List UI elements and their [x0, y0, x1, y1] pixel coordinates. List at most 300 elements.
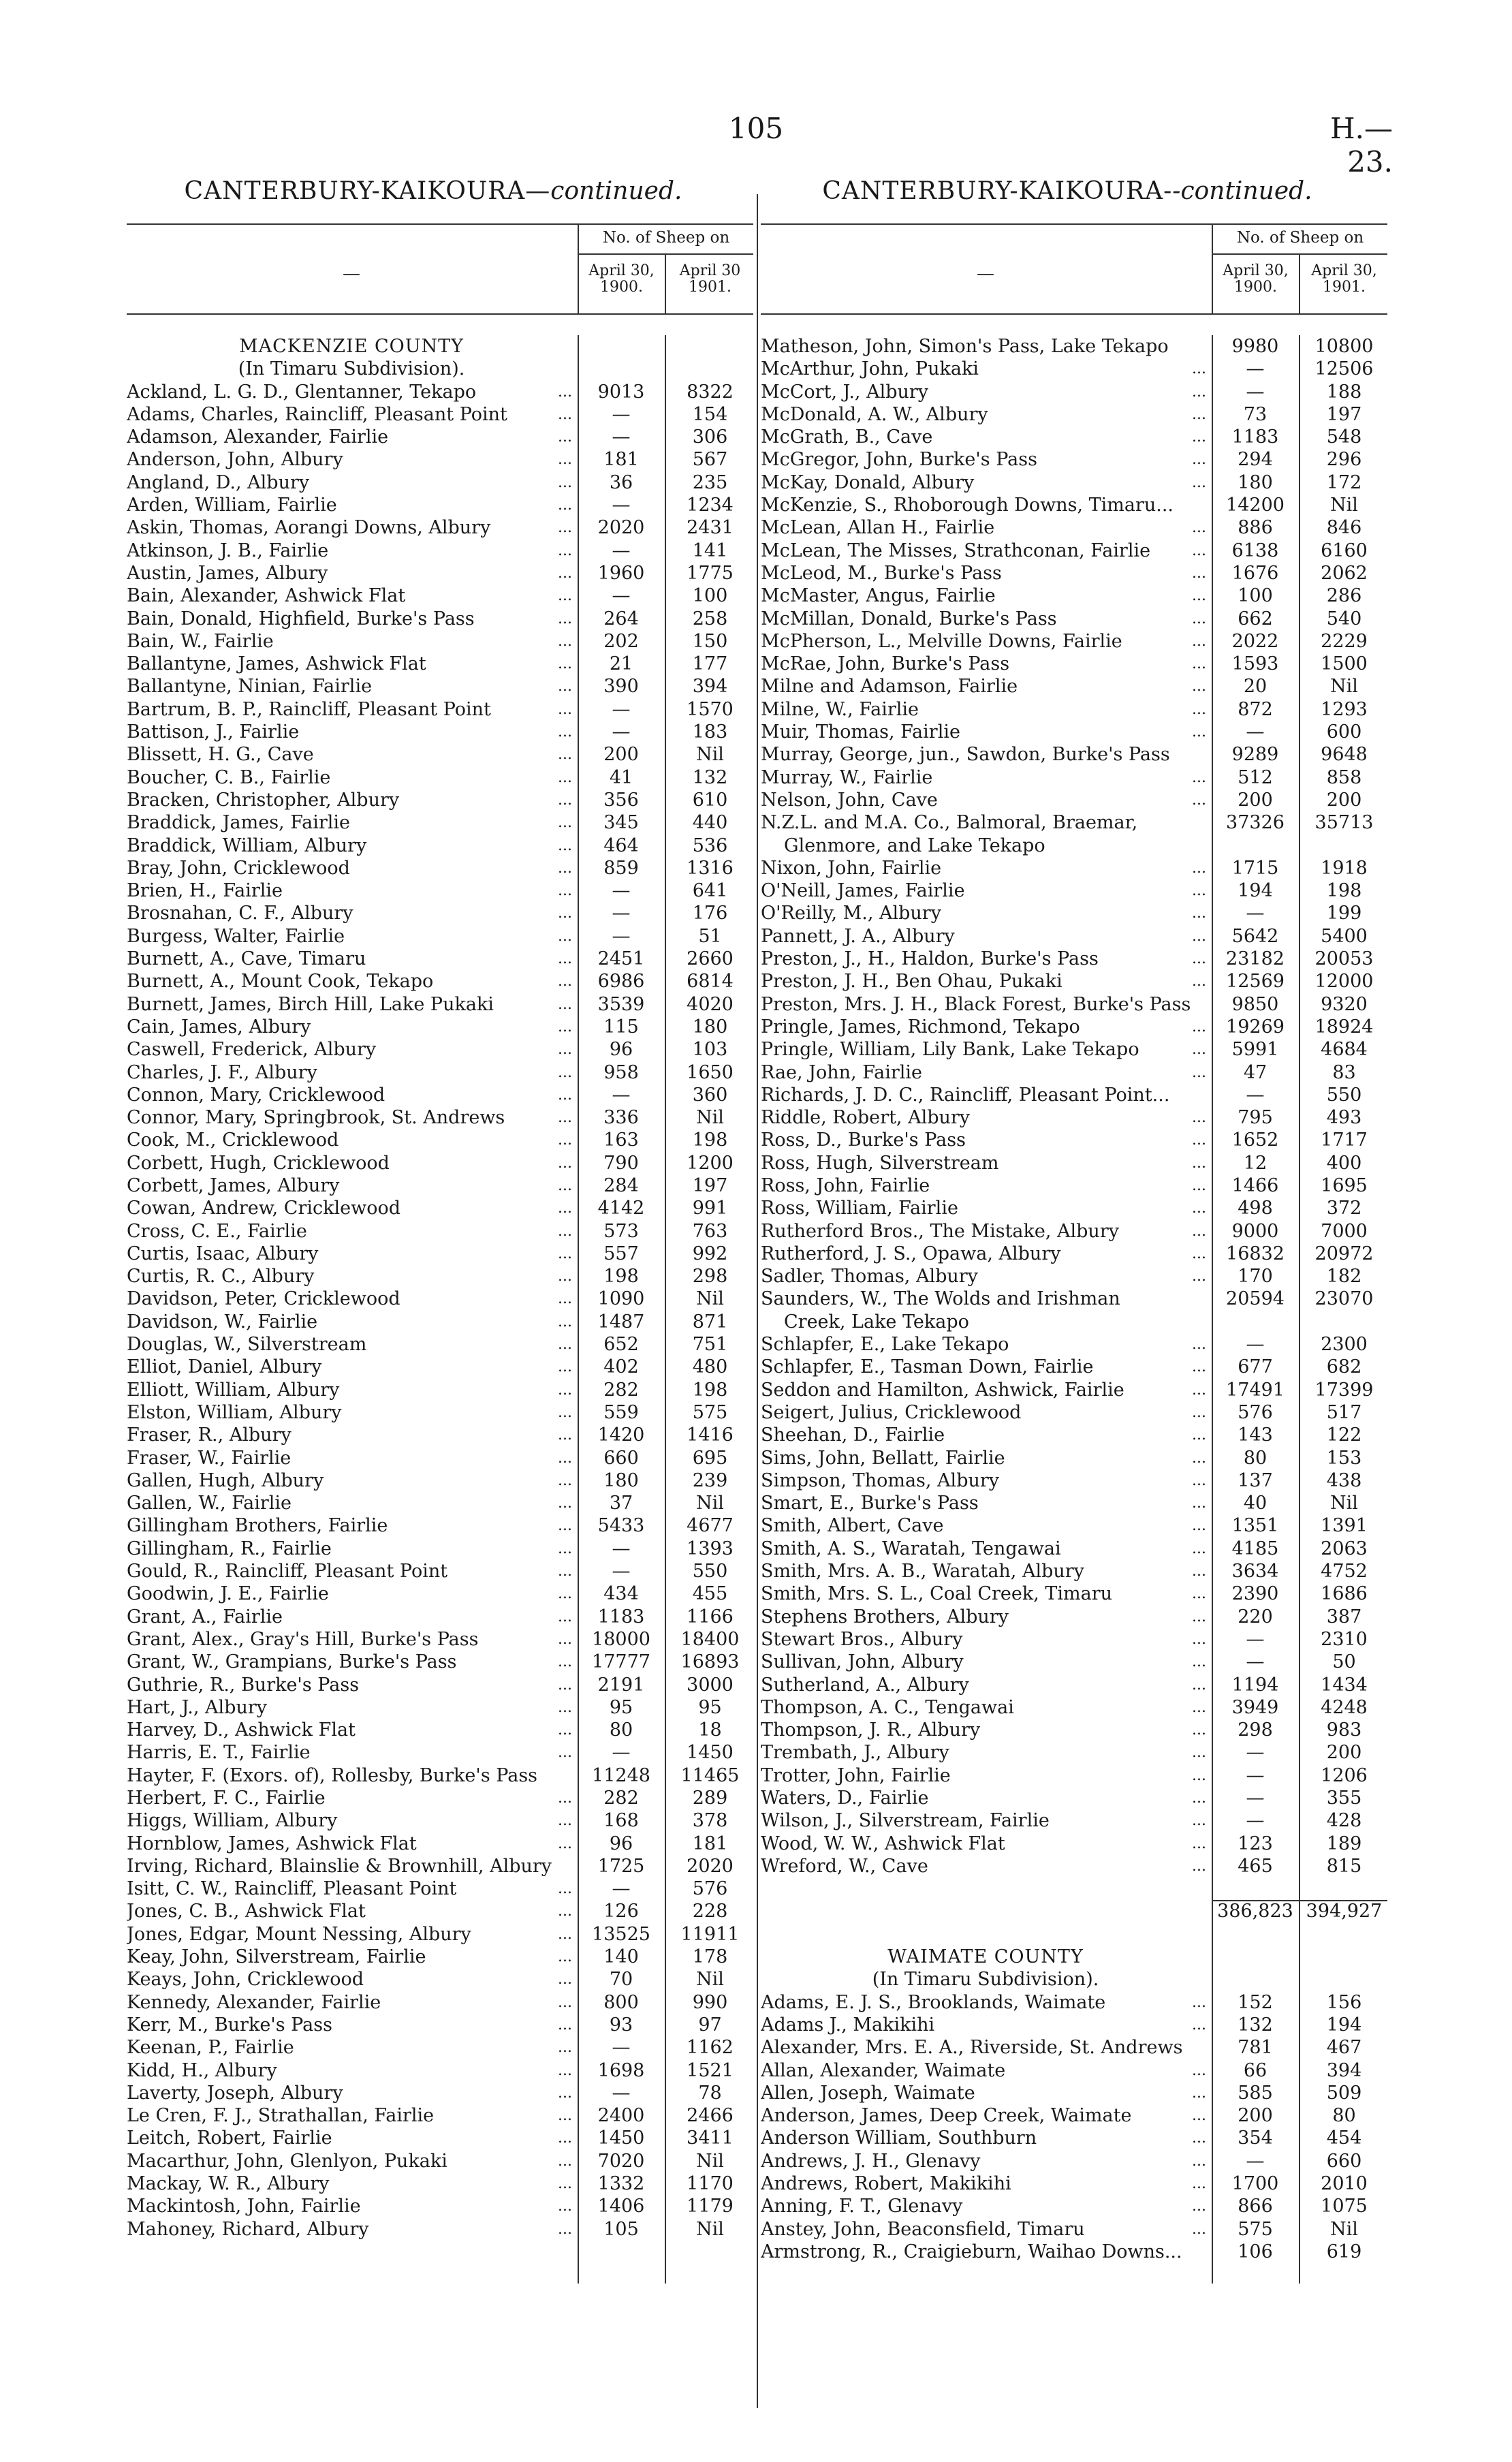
sheep-1901: 35713 — [1314, 812, 1374, 834]
owner-name: McKay, Donald, Albury ... — [761, 471, 1206, 493]
sheep-1900: 660 — [603, 1447, 639, 1469]
owner-name: Richards, J. D. C., Raincliff, Pleasant Point... — [761, 1084, 1170, 1106]
leader-dots: ... — [558, 451, 572, 469]
table-row — [761, 540, 1387, 562]
sheep-1901: 80 — [1332, 2105, 1356, 2127]
sheep-1901: 355 — [1326, 1788, 1362, 1809]
leader-dots: ... — [558, 700, 572, 718]
sheep-1900: 386,823 — [1217, 1901, 1293, 1922]
leader-dots: ... — [1192, 542, 1206, 559]
leader-dots: ... — [558, 519, 572, 537]
table-row — [761, 494, 1387, 516]
sheep-1900: 872 — [1238, 698, 1273, 720]
table-row — [761, 1787, 1387, 1809]
sheep-1900: 2020 — [597, 517, 645, 539]
leader-dots: ... — [1192, 1790, 1206, 1807]
table-row — [761, 2082, 1387, 2104]
sheep-1900: 3634 — [1231, 1561, 1279, 1583]
leader-dots: ... — [1192, 2175, 1206, 2193]
owner-name: Rutherford, J. S., Opawa, Albury ... — [761, 1243, 1206, 1264]
owner-name: Schlapfer, E., Lake Tekapo ... — [761, 1334, 1206, 1356]
sheep-1900: 1698 — [597, 2059, 645, 2081]
table-row — [127, 1583, 753, 1605]
sheep-1900: 1725 — [597, 1855, 645, 1877]
table-row — [127, 1946, 753, 1968]
table-row — [761, 857, 1387, 879]
sheep-1901: 2062 — [1321, 562, 1368, 584]
sheep-1901: 991 — [692, 1198, 728, 1219]
leader-dots: ... — [558, 473, 572, 491]
sheep-1900: 123 — [1238, 1833, 1273, 1854]
sheep-1901: 372 — [1326, 1198, 1362, 1219]
sheep-1901: 567 — [692, 449, 728, 471]
sheep-1901: 189 — [1326, 1833, 1362, 1854]
sheep-1900: 181 — [603, 449, 639, 471]
leader-dots: ... — [1192, 1109, 1206, 1127]
table-row — [127, 1265, 753, 1288]
sheep-1900: 6138 — [1231, 540, 1279, 561]
sheep-1901: 176 — [692, 903, 728, 924]
leader-dots: ... — [558, 1132, 572, 1149]
table-row — [761, 2195, 1387, 2217]
sheep-1900: 96 — [609, 1039, 633, 1061]
sheep-1901: 9320 — [1321, 993, 1368, 1015]
leader-dots: ... — [558, 1154, 572, 1172]
owner-name: Mackintosh, John, Fairlie ... — [127, 2196, 572, 2217]
sheep-1901: 480 — [692, 1356, 728, 1378]
leader-dots: ... — [1192, 1063, 1206, 1081]
sheep-1901: Nil — [696, 1969, 724, 1991]
leader-dots: ... — [558, 1495, 572, 1512]
leader-dots: ... — [1192, 768, 1206, 786]
table-row — [127, 902, 753, 924]
owner-name: Wood, W. W., Ashwick Flat ... — [761, 1833, 1206, 1854]
sheep-1900: 180 — [1238, 471, 1273, 493]
leader-dots: ... — [558, 1200, 572, 1217]
owner-name: McKenzie, S., Rhoborough Downs, Timaru... — [761, 495, 1174, 516]
leader-dots: ... — [558, 1903, 572, 1920]
sheep-1900: — — [612, 426, 631, 448]
sheep-1901: 50 — [1332, 1651, 1356, 1673]
sheep-1901: 20053 — [1314, 948, 1374, 970]
owner-name: (In Timaru Subdivision). — [238, 358, 465, 380]
sheep-1900: — — [612, 540, 631, 561]
table-row — [127, 653, 753, 675]
header-subrule — [1213, 253, 1387, 255]
table-row — [127, 1333, 753, 1356]
sheep-1901: Nil — [1330, 676, 1358, 698]
owner-name: Herbert, F. C., Fairlie ... — [127, 1788, 572, 1809]
sheep-1901: 600 — [1326, 721, 1362, 743]
table-row — [127, 766, 753, 789]
owner-name: Braddick, James, Fairlie ... — [127, 812, 572, 834]
leader-dots: ... — [1192, 1812, 1206, 1830]
table-row — [127, 1288, 753, 1310]
owner-name: Stephens Brothers, Albury ... — [761, 1606, 1206, 1627]
leader-dots: ... — [1192, 2130, 1206, 2147]
year-1900-date: April 30, — [588, 262, 655, 279]
leader-dots: ... — [1192, 1563, 1206, 1580]
table-row — [761, 698, 1387, 721]
sheep-1901: 296 — [1326, 449, 1362, 471]
sheep-1900: 298 — [1238, 1719, 1273, 1741]
leader-dots: ... — [558, 950, 572, 968]
table-row — [761, 1583, 1387, 1605]
table-row — [761, 335, 1387, 358]
sheep-1900: 9000 — [1231, 1220, 1279, 1242]
right-row-list — [761, 335, 1387, 2263]
right-table-header — [761, 223, 1387, 315]
page-reference: H.—23. — [1330, 112, 1393, 178]
table-row — [127, 630, 753, 653]
table-row — [761, 471, 1387, 494]
table-row — [761, 1288, 1387, 1310]
leader-dots: ... — [1192, 1132, 1206, 1149]
sheep-1900: 202 — [603, 630, 639, 652]
owner-name: Cross, C. E., Fairlie ... — [127, 1220, 572, 1242]
sheep-1901: 517 — [1326, 1401, 1362, 1423]
sheep-1901: 289 — [692, 1788, 728, 1809]
sheep-1900: 790 — [603, 1152, 639, 1174]
sheep-1900: — — [1246, 358, 1265, 380]
leader-dots: ... — [1192, 1268, 1206, 1285]
leader-dots: ... — [558, 1449, 572, 1467]
leader-dots: ... — [558, 1608, 572, 1625]
subdivision-label — [127, 358, 753, 380]
table-row — [127, 698, 753, 721]
table-row — [761, 1333, 1387, 1356]
sheep-1901: 23070 — [1314, 1288, 1374, 1310]
sheep-1901: 4248 — [1321, 1696, 1368, 1718]
sheep-1901: 153 — [1326, 1447, 1362, 1469]
owner-name: Glenmore, and Lake Tekapo — [784, 835, 1045, 856]
owner-name: Curtis, R. C., Albury ... — [127, 1266, 572, 1288]
leader-dots: ... — [1192, 383, 1206, 401]
table-row — [761, 1356, 1387, 1378]
leader-dots: ... — [1192, 451, 1206, 469]
table-row — [761, 1855, 1387, 1877]
owner-name: Wreford, W., Cave ... — [761, 1855, 1206, 1877]
leader-dots: ... — [558, 1630, 572, 1648]
sheep-1900: 20 — [1243, 676, 1267, 698]
leader-dots: ... — [1192, 564, 1206, 582]
sheep-1900: 512 — [1238, 766, 1273, 788]
sheep-1901: 983 — [1326, 1719, 1362, 1741]
county-heading — [761, 1946, 1387, 1968]
table-row — [761, 1106, 1387, 1129]
leader-dots: ... — [558, 2039, 572, 2057]
sheep-1900: — — [612, 585, 631, 607]
sheep-1900: — — [612, 721, 631, 743]
sheep-1900: — — [1246, 1334, 1265, 1356]
sheep-1901: 1500 — [1321, 653, 1368, 675]
sheep-1900: 958 — [603, 1061, 639, 1083]
sheep-1900: 356 — [603, 789, 639, 811]
owner-name: Preston, Mrs. J. H., Black Forest, Burke's Pass — [761, 993, 1191, 1015]
title-main: CANTERBURY-KAIKOURA— — [184, 177, 551, 205]
sheep-1900: — — [612, 1538, 631, 1559]
sheep-1901: 4752 — [1321, 1561, 1368, 1583]
sheep-1901: 467 — [1326, 2037, 1362, 2059]
table-row — [127, 2104, 753, 2127]
sheep-1901: 1695 — [1321, 1174, 1368, 1196]
table-row — [127, 1719, 753, 1741]
sheep-1901: 6160 — [1321, 540, 1368, 561]
sheep-1901: 576 — [692, 1878, 728, 1900]
leader-dots: ... — [558, 2152, 572, 2170]
sheep-1901: 360 — [692, 1084, 728, 1106]
sheep-1900: 575 — [1238, 2218, 1273, 2240]
leader-dots: ... — [558, 542, 572, 559]
table-row — [127, 2082, 753, 2104]
sheep-1900: 200 — [603, 744, 639, 766]
sheep-1900: 80 — [609, 1719, 633, 1741]
title-continued: continued. — [550, 177, 682, 205]
table-row — [761, 993, 1387, 1016]
table-row — [127, 1492, 753, 1514]
table-row — [761, 811, 1387, 834]
sheep-1900: 4142 — [597, 1198, 645, 1219]
sheep-1900: — — [612, 495, 631, 516]
owner-name: Ross, Hugh, Silverstream ... — [761, 1152, 1206, 1174]
owner-name: Sims, John, Bellatt, Fairlie ... — [761, 1447, 1206, 1469]
sheep-1900: — — [612, 2037, 631, 2059]
owner-name: Irving, Richard, Blainslie & Brownhill, Albury — [127, 1855, 552, 1877]
table-row — [761, 1220, 1387, 1243]
table-row — [761, 448, 1387, 471]
sheep-1901: 306 — [692, 426, 728, 448]
owner-name: Seigert, Julius, Cricklewood ... — [761, 1401, 1206, 1423]
sheep-1900: 1715 — [1231, 857, 1279, 879]
leader-dots: ... — [558, 1381, 572, 1399]
sheep-1900: 1332 — [597, 2173, 645, 2195]
sheep-1900: — — [1246, 1788, 1265, 1809]
owner-name: Grant, W., Grampians, Burke's Pass ... — [127, 1651, 572, 1673]
leader-dots: ... — [558, 1880, 572, 1898]
table-row — [127, 1538, 753, 1560]
sheep-1900: 37326 — [1226, 812, 1285, 834]
owner-name: Anstey, John, Beaconsfield, Timaru ... — [761, 2218, 1206, 2240]
leader-dots: ... — [1192, 927, 1206, 945]
sheep-1900: — — [1246, 721, 1265, 743]
sheep-1900: — — [1246, 1742, 1265, 1764]
owner-name: McPherson, L., Melville Downs, Fairlie ... — [761, 630, 1206, 652]
sheep-1901: 228 — [692, 1901, 728, 1922]
owner-name: Braddick, William, Albury ... — [127, 835, 572, 856]
table-row — [127, 1696, 753, 1719]
sheep-1901: 2229 — [1321, 630, 1368, 652]
table-row — [127, 540, 753, 562]
sheep-1900: 19269 — [1226, 1016, 1285, 1038]
owner-name: Smith, Mrs. S. L., Coal Creek, Timaru ... — [761, 1583, 1206, 1605]
owner-name: Elston, William, Albury ... — [127, 1401, 572, 1423]
sheep-1901: 182 — [1326, 1266, 1362, 1288]
owner-name: McGregor, John, Burke's Pass ... — [761, 449, 1206, 471]
owner-name: Arden, William, Fairlie ... — [127, 495, 572, 516]
leader-dots: ... — [558, 837, 572, 854]
sheep-1901: 1293 — [1321, 698, 1368, 720]
sheep-1901: 550 — [1326, 1084, 1362, 1106]
table-row — [761, 970, 1387, 993]
sheep-1901: 18924 — [1314, 1016, 1374, 1038]
sheep-1901: 2300 — [1321, 1334, 1368, 1356]
owner-name: Sheehan, D., Fairlie ... — [761, 1424, 1206, 1446]
owner-name: McCort, J., Albury ... — [761, 381, 1206, 403]
sheep-1901: 17399 — [1314, 1379, 1374, 1401]
leader-dots: ... — [558, 2084, 572, 2102]
left-row-list — [127, 335, 753, 2241]
table-row — [761, 1833, 1387, 1855]
sheep-1900: 781 — [1238, 2037, 1273, 2059]
table-row — [761, 2059, 1387, 2082]
owner-name: Connon, Mary, Cricklewood ... — [127, 1084, 572, 1106]
owner-name: Caswell, Frederick, Albury ... — [127, 1039, 572, 1061]
sheep-1900: 294 — [1238, 449, 1273, 471]
year-1900-date: April 30, — [1223, 262, 1289, 279]
owner-name: Gould, R., Raincliff, Pleasant Point ... — [127, 1561, 572, 1583]
owner-name: Burgess, Walter, Fairlie ... — [127, 925, 572, 947]
sheep-1900: — — [1246, 1628, 1265, 1650]
owner-name: O'Reilly, M., Albury ... — [761, 903, 1206, 924]
leader-dots: ... — [1192, 1993, 1206, 2011]
sheep-1900: 1090 — [597, 1288, 645, 1310]
leader-dots: ... — [558, 1222, 572, 1240]
sheep-1901: 16893 — [680, 1651, 740, 1673]
sheep-1900: — — [1246, 381, 1265, 403]
leader-dots: ... — [1192, 2220, 1206, 2238]
sheep-1901: 178 — [692, 1946, 728, 1968]
sheep-1900: — — [1246, 1651, 1265, 1673]
owner-name: Milne, W., Fairlie ... — [761, 698, 1206, 720]
table-row — [761, 1424, 1387, 1446]
owner-name: Milne and Adamson, Fairlie ... — [761, 676, 1206, 698]
sheep-1901: 11911 — [680, 1923, 740, 1945]
sheep-1901: 172 — [1326, 471, 1362, 493]
owner-name: McLean, Allan H., Fairlie ... — [761, 517, 1206, 539]
table-row — [761, 516, 1387, 539]
table-row — [127, 879, 753, 902]
sheep-1900: — — [1246, 903, 1265, 924]
sheep-1901: 51 — [698, 925, 722, 947]
sheep-1900: — — [1246, 2150, 1265, 2172]
table-row — [761, 1741, 1387, 1764]
sheep-1901: 815 — [1326, 1855, 1362, 1877]
sheep-1901: 9648 — [1321, 744, 1368, 766]
leader-dots: ... — [558, 882, 572, 900]
sheep-1900: 140 — [603, 1946, 639, 1968]
subdivision-label — [761, 1968, 1387, 1991]
owner-name: Adamson, Alexander, Fairlie ... — [127, 426, 572, 448]
sheep-1900: 106 — [1238, 2241, 1273, 2262]
table-row — [761, 1197, 1387, 1219]
owner-name: Fraser, R., Albury ... — [127, 1424, 572, 1446]
leader-dots: ... — [558, 1063, 572, 1081]
sheep-1901: 1450 — [687, 1742, 734, 1764]
owner-name: Davidson, Peter, Cricklewood ... — [127, 1288, 572, 1310]
table-row — [761, 1991, 1387, 2014]
leader-dots: ... — [1192, 1381, 1206, 1399]
table-row — [127, 1764, 753, 1787]
leader-dots: ... — [1192, 405, 1206, 423]
owner-name: Nelson, John, Cave ... — [761, 789, 1206, 811]
owner-name: Sutherland, A., Albury ... — [761, 1674, 1206, 1696]
sheep-1901: 2063 — [1321, 1538, 1368, 1559]
table-row — [127, 2014, 753, 2036]
leader-dots: ... — [1192, 1653, 1206, 1671]
sheep-1901: 198 — [692, 1129, 728, 1151]
table-row — [761, 1514, 1387, 1537]
table-row — [761, 1651, 1387, 1673]
leader-dots: ... — [558, 723, 572, 741]
table-row — [761, 1265, 1387, 1288]
sheep-1901: 154 — [692, 403, 728, 425]
owner-name: Hart, J., Albury ... — [127, 1696, 572, 1718]
header-year-1901 — [1302, 263, 1387, 296]
leader-dots: ... — [558, 1177, 572, 1194]
sheep-1900: 284 — [603, 1174, 639, 1196]
sheep-1900: — — [612, 1561, 631, 1583]
leader-dots: ... — [1192, 1835, 1206, 1852]
sheep-1900: 20594 — [1226, 1288, 1285, 1310]
table-row — [761, 1764, 1387, 1787]
sheep-1901: 378 — [692, 1810, 728, 1832]
sheep-1900: 652 — [603, 1334, 639, 1356]
table-row — [761, 925, 1387, 948]
sheep-1901: 660 — [1326, 2150, 1362, 2172]
sheep-1901: 387 — [1326, 1606, 1362, 1627]
table-row — [761, 1696, 1387, 1719]
sheep-1900: 12569 — [1226, 971, 1285, 993]
sheep-1901: 10800 — [1314, 336, 1374, 357]
sheep-1901: 2660 — [687, 948, 734, 970]
table-row — [761, 1538, 1387, 1560]
owner-name: McGrath, B., Cave ... — [761, 426, 1206, 448]
sheep-1901: 20972 — [1314, 1243, 1374, 1264]
leader-dots: ... — [1192, 1358, 1206, 1376]
leader-dots: ... — [1192, 2107, 1206, 2125]
table-row — [761, 766, 1387, 789]
leader-dots: ... — [558, 1018, 572, 1035]
table-row — [127, 1129, 753, 1151]
leader-dots: ... — [558, 1676, 572, 1694]
leader-dots: ... — [558, 927, 572, 945]
owner-name: Jones, Edgar, Mount Nessing, Albury ... — [127, 1923, 572, 1945]
sheep-1900: — — [1246, 1764, 1265, 1786]
leader-dots: ... — [558, 655, 572, 673]
leader-dots: ... — [1192, 428, 1206, 446]
sheep-1901: 440 — [692, 812, 728, 834]
owner-name: Burnett, A., Mount Cook, Tekapo ... — [127, 971, 572, 993]
sheep-1901: 1521 — [687, 2059, 734, 2081]
table-row — [761, 358, 1387, 380]
owner-name: Stewart Bros., Albury ... — [761, 1628, 1206, 1650]
leader-dots: ... — [558, 1358, 572, 1376]
sheep-1901: 1570 — [687, 698, 734, 720]
sheep-1900: 16832 — [1226, 1243, 1285, 1264]
owner-name: McLeod, M., Burke's Pass ... — [761, 562, 1206, 584]
leader-dots: ... — [558, 1427, 572, 1444]
sheep-1901: 1170 — [687, 2173, 734, 2195]
owner-name: Simpson, Thomas, Albury ... — [761, 1469, 1206, 1491]
leader-dots: ... — [558, 1925, 572, 1943]
sheep-1900: 152 — [1238, 1991, 1273, 2013]
sheep-1901: 200 — [1326, 1742, 1362, 1764]
owner-name: Adams, Charles, Raincliff, Pleasant Point ... — [127, 403, 572, 425]
table-row — [761, 1129, 1387, 1151]
sheep-1900: 96 — [609, 1833, 633, 1854]
table-row — [127, 2127, 753, 2149]
sheep-1901: 540 — [1326, 608, 1362, 629]
